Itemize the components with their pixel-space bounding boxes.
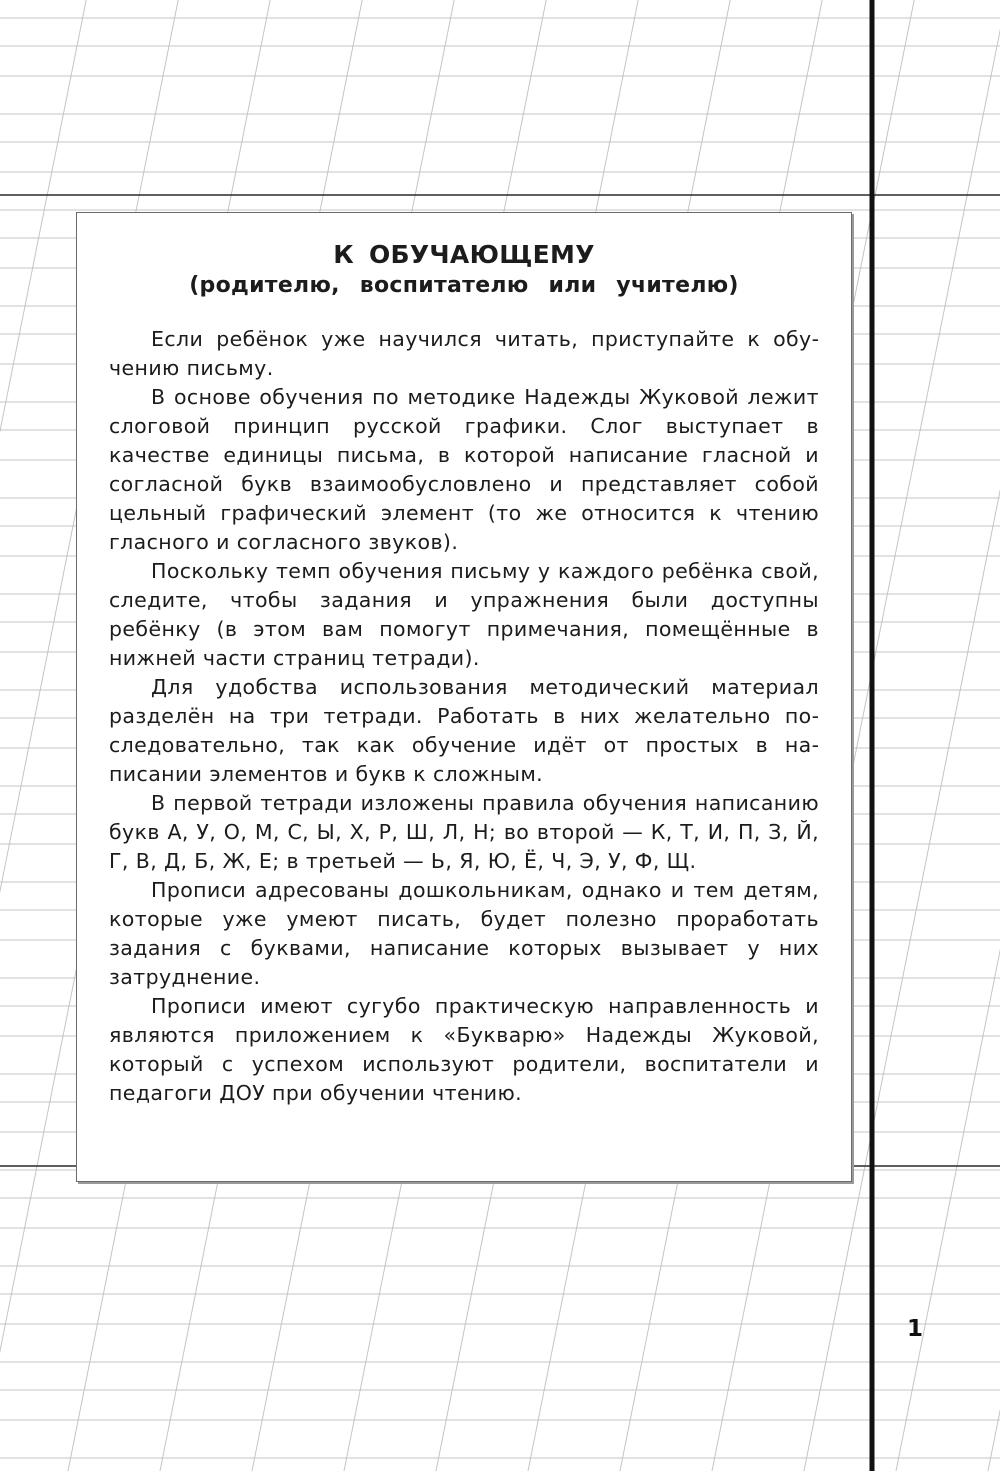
paragraph: В первой тетради изложены правила обучения написанию букв А, У, О, М, С, Ы, Х, Р, Ш, Л, Н; во второй — К, Т, И, П, З, Й, Г, В, Д, Б, Ж, Е; в третьей — Ь, Я, Ю, Ё, Ч, Э, У, Ф, Щ. — [109, 791, 819, 873]
slant-guide-line — [988, 0, 1000, 1471]
paragraph: Для удобства использования методический материал разделён на три тетради. Работать в них желательно последовательно, так как обучение идёт от простых в написании элементов и букв к сложным. — [109, 675, 819, 786]
paragraph: Если ребёнок уже научился читать, приступайте к обучению письму. — [109, 327, 819, 380]
page-subtitle: (родителю, воспитателю или учителю) — [189, 273, 739, 298]
paragraph: Прописи имеют сугубо практическую направленность и являются приложением к «Букварю» Надежды Жуковой, который с успехом используют родители, воспитатели и педагоги ДОУ при обучении чтению. — [109, 994, 819, 1105]
page-number: 1 — [906, 1316, 923, 1342]
paragraph: Поскольку темп обучения письму у каждого ребёнка свой, следите, чтобы задания и упражнения были доступны ребёнку (в этом вам помогут примечания, помещённые в нижней части страниц тетради). — [109, 559, 819, 670]
page-title: К ОБУЧАЮЩЕМУ — [333, 240, 595, 269]
slant-guide-line — [896, 0, 1000, 1471]
slant-guide-line — [0, 0, 86, 1471]
body-text — [109, 325, 819, 1108]
paragraph: Прописи адресованы дошкольникам, однако и тем детям, которые уже умеют писать, будет полезно проработать задания с буквами, написание которых вызывает у них затруднение. — [109, 878, 819, 989]
instruction-box — [76, 212, 852, 1182]
paragraph: В основе обучения по методике Надежды Жуковой лежит слоговой принцип русской графики. Слог выступает в качестве единицы письма, в которой написание гласной и согласной букв взаимообусловлено и представляет собой цельный графический элемент (то же относится к чтению гласного и согласного звуков). — [109, 385, 819, 554]
